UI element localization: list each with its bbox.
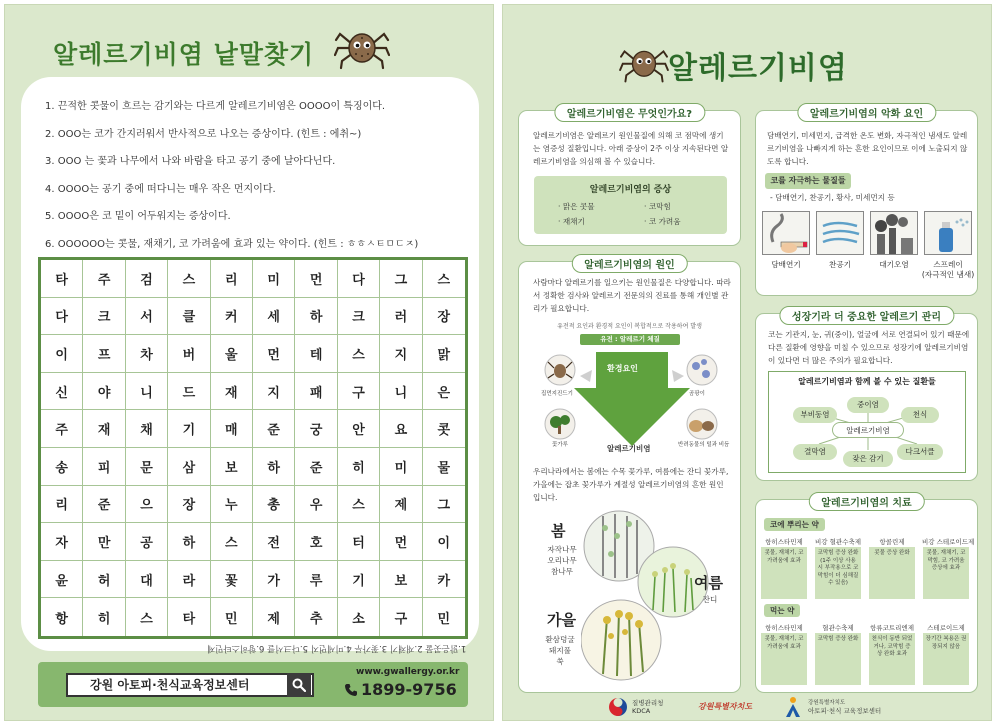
- grid-cell[interactable]: 크: [338, 298, 380, 336]
- grid-cell[interactable]: 호: [295, 523, 337, 561]
- grid-cell[interactable]: 라: [168, 561, 210, 599]
- grid-cell[interactable]: 서: [126, 298, 168, 336]
- grid-cell[interactable]: 보: [211, 448, 253, 486]
- drug-description: 콧물, 재채기, 코막힘, 코 가려움 증상에 효과: [923, 547, 969, 599]
- grid-cell[interactable]: 장: [168, 486, 210, 524]
- card-body: 사람마다 알레르기를 일으키는 원인물질은 다양합니다. 따라서 정확한 검사와 알레르기 전문의의 진료를 통해 개인별 관리가 필요합니다.: [533, 278, 731, 313]
- symptom-title: 알레르기비염의 증상: [589, 185, 672, 195]
- grid-cell[interactable]: 리: [211, 260, 253, 298]
- spring-plants: 자작나무 오리나무 참나무: [547, 545, 577, 576]
- grid-cell[interactable]: 하: [168, 523, 210, 561]
- grid-cell[interactable]: 크: [83, 298, 125, 336]
- grid-cell[interactable]: 커: [211, 298, 253, 336]
- irritant-name: 찬공기: [828, 260, 851, 269]
- grid-cell[interactable]: 먼: [295, 260, 337, 298]
- season-spring: 봄: [551, 522, 566, 540]
- grid-cell[interactable]: 야: [83, 373, 125, 411]
- grid-cell[interactable]: 리: [41, 486, 83, 524]
- cold-air-image: [816, 211, 864, 255]
- grid-cell[interactable]: 자: [41, 523, 83, 561]
- disease-node: 다크서클: [897, 444, 943, 460]
- grid-cell[interactable]: 세: [253, 298, 295, 336]
- season-summer: 여름: [694, 574, 723, 592]
- grid-cell[interactable]: 러: [380, 298, 422, 336]
- grid-cell[interactable]: 타: [168, 598, 210, 636]
- grid-cell[interactable]: 궁: [295, 410, 337, 448]
- grid-cell[interactable]: 물: [423, 448, 465, 486]
- grid-cell[interactable]: 하: [295, 298, 337, 336]
- grid-cell[interactable]: 그: [380, 260, 422, 298]
- kdca-name: 질병관리청: [632, 699, 664, 707]
- center-name: 강원 아토피·천식교육정보센터: [66, 673, 314, 697]
- grid-cell[interactable]: 패: [295, 373, 337, 411]
- grid-cell[interactable]: 송: [41, 448, 83, 486]
- phone-number[interactable]: 1899-9756: [361, 680, 457, 699]
- grid-cell[interactable]: 주: [41, 410, 83, 448]
- grid-cell[interactable]: 버: [168, 335, 210, 373]
- disease-node: 천식: [901, 407, 939, 423]
- card-header: 성장기라 더 중요한 알레르기 관리: [779, 306, 954, 325]
- irritant-list: - 담배연기, 찬공기, 황사, 미세먼지 등: [770, 193, 895, 202]
- grid-cell[interactable]: 다: [41, 298, 83, 336]
- drug-name: 스테로이드제: [927, 624, 965, 632]
- card-what-is: [518, 110, 741, 246]
- grid-cell[interactable]: 먼: [380, 523, 422, 561]
- grid-cell[interactable]: 공: [126, 523, 168, 561]
- disease-node: 중이염: [847, 397, 889, 413]
- symptom-item: · 재채기: [558, 217, 585, 226]
- grid-cell[interactable]: 루: [295, 561, 337, 599]
- drug-name: 비강 스테로이드제: [922, 538, 975, 546]
- symptom-item: · 코 가려움: [644, 217, 681, 226]
- irritant-name: 대기오염: [879, 260, 909, 269]
- grid-cell[interactable]: 은: [423, 373, 465, 411]
- grid-cell[interactable]: 민: [211, 598, 253, 636]
- grid-cell[interactable]: 준: [83, 486, 125, 524]
- symptom-item: · 코막힘: [644, 202, 671, 211]
- card-causes: [518, 261, 741, 693]
- grid-cell[interactable]: 신: [41, 373, 83, 411]
- drug-name: 항히스타민제: [765, 538, 803, 546]
- grid-cell[interactable]: 스: [338, 335, 380, 373]
- dust-mite-icon: [334, 20, 390, 72]
- phone-icon: [344, 683, 358, 697]
- grid-cell[interactable]: 미: [380, 448, 422, 486]
- info-page: [502, 4, 992, 721]
- grid-cell[interactable]: 스: [211, 523, 253, 561]
- grid-cell[interactable]: 니: [126, 373, 168, 411]
- gangwon-logo: [698, 695, 752, 719]
- question-item: 6. OOOOOO는 콧물, 재채기, 코 가려움에 효과 있는 약이다. (힌트 : ㅎㅎㅅㅌㅁㄷㅈ): [45, 238, 419, 250]
- grid-cell[interactable]: 히: [83, 598, 125, 636]
- grid-cell[interactable]: 하: [253, 448, 295, 486]
- grid-cell[interactable]: 미: [253, 260, 295, 298]
- grid-cell[interactable]: 콧: [423, 410, 465, 448]
- card-header: 알레르기비염의 악화 요인: [797, 103, 936, 122]
- drug-name: 항콜린제: [879, 538, 905, 546]
- grid-cell[interactable]: 이: [41, 335, 83, 373]
- environment-factor-label: 환경요인: [607, 364, 638, 373]
- grid-cell[interactable]: 총: [253, 486, 295, 524]
- grid-cell[interactable]: 니: [380, 373, 422, 411]
- grid-cell[interactable]: 허: [83, 561, 125, 599]
- main-title: 알레르기비염: [668, 51, 848, 86]
- oral-medicine-label: 먹는 약: [764, 604, 800, 617]
- season-autumn: 가을: [547, 611, 576, 629]
- grid-cell[interactable]: 다: [338, 260, 380, 298]
- irritant-label: 코를 자극하는 물질들: [765, 173, 851, 189]
- kdca-logo: [608, 695, 663, 719]
- grid-cell[interactable]: 추: [295, 598, 337, 636]
- center-title: 아토피·천식 교육정보센터: [808, 707, 882, 715]
- grid-cell[interactable]: 문: [126, 448, 168, 486]
- disease-node: 잦은 감기: [843, 451, 893, 467]
- grid-cell[interactable]: 우: [295, 486, 337, 524]
- question-item: 2. OOO는 코가 간지러워서 반사적으로 나오는 증상이다. (힌트 : 에취~): [45, 128, 362, 140]
- grid-cell[interactable]: 요: [380, 410, 422, 448]
- center-disease-node: 알레르기비염: [832, 422, 904, 438]
- result-label: 알레르기비염: [607, 444, 651, 453]
- question-list: [45, 93, 465, 258]
- grid-cell[interactable]: 소: [338, 598, 380, 636]
- grid-cell[interactable]: 매: [211, 410, 253, 448]
- card-header: 알레르기비염의 치료: [808, 492, 924, 511]
- center-region: 강원특별자치도: [808, 700, 846, 706]
- grid-cell[interactable]: 만: [83, 523, 125, 561]
- grid-cell[interactable]: 기: [168, 410, 210, 448]
- grid-cell[interactable]: 구: [338, 373, 380, 411]
- grid-cell[interactable]: 맑: [423, 335, 465, 373]
- gangwon-name: 강원특별자치도: [698, 702, 753, 711]
- allergen-label: 집먼지진드기: [541, 391, 573, 397]
- drug-description: 콧물 증상 완화: [869, 547, 915, 599]
- grid-cell[interactable]: 전: [253, 523, 295, 561]
- phone-row: [344, 680, 457, 699]
- symptom-item: · 맑은 콧물: [558, 202, 595, 211]
- kdca-emblem-icon: [608, 697, 628, 717]
- allergen-label: 반려동물의 털과 비듬: [678, 442, 730, 448]
- irritant-name: 담배연기: [771, 260, 801, 269]
- grid-cell[interactable]: 스: [423, 260, 465, 298]
- grid-cell[interactable]: 주: [83, 260, 125, 298]
- comorbidity-box: [768, 371, 966, 473]
- drug-description: 코막힘 증상 완화 (1주 이상 사용 시 부작용으로 코막힘이 더 심해질 수 있음): [815, 547, 861, 599]
- kdca-abbr: KDCA: [632, 707, 651, 715]
- drug-description: 콧물, 재채기, 코 가려움에 효과: [761, 547, 807, 599]
- grid-cell[interactable]: 터: [338, 523, 380, 561]
- grid-cell[interactable]: 이: [423, 523, 465, 561]
- grid-cell[interactable]: 윤: [41, 561, 83, 599]
- drug-name: 비강 혈관수축제: [814, 538, 862, 546]
- grid-cell[interactable]: 재: [211, 373, 253, 411]
- grid-cell[interactable]: 차: [126, 335, 168, 373]
- nasal-spray-label: 코에 뿌리는 약: [764, 518, 825, 531]
- card-body: 코는 기관지, 눈, 귀(중이), 얼굴에 서로 연결되어 있기 때문에 다른 질환에 영향을 미칠 수 있으므로 성장기에 알레르기비염이 있다면 더 많은 주의가 필요합니다.: [768, 330, 970, 365]
- genetic-factor-label: 유전 : 알레르기 체질: [580, 334, 680, 345]
- grid-cell[interactable]: 구: [380, 598, 422, 636]
- symptom-box: [534, 176, 727, 234]
- grid-cell[interactable]: 지: [380, 335, 422, 373]
- answer-key: 1.맑은콧물 2.재채기 3.꽃가루 4.미세먼지 5.다크서클 6.항히스타민제: [207, 643, 467, 653]
- disease-node: 결막염: [793, 444, 837, 460]
- grid-cell[interactable]: 으: [126, 486, 168, 524]
- center-logo: [783, 695, 881, 719]
- drug-description: 코막힘 증상 완화: [815, 633, 861, 685]
- card-management: [755, 313, 978, 481]
- grid-cell[interactable]: 가: [253, 561, 295, 599]
- grid-cell[interactable]: 클: [168, 298, 210, 336]
- grid-cell[interactable]: 지: [253, 373, 295, 411]
- grid-cell[interactable]: 꽃: [211, 561, 253, 599]
- card-header: 알레르기비염의 원인: [571, 254, 687, 273]
- question-item: 3. OOO 는 꽃과 나무에서 나와 바람을 타고 공기 중에 날아다닌다.: [45, 156, 336, 167]
- website-link[interactable]: www.gwallergy.or.kr: [356, 667, 460, 677]
- grid-cell[interactable]: 안: [338, 410, 380, 448]
- comorbidity-title: 알레르기비염과 함께 볼 수 있는 질환들: [798, 377, 936, 386]
- allergen-label: 곰팡이: [689, 391, 705, 397]
- question-item: 4. OOOO는 공기 중에 떠다니는 매우 작은 먼지이다.: [45, 183, 276, 195]
- card-body: 담배연기, 미세먼지, 급격한 온도 변화, 자극적인 냄새도 알레르기비염을 나빠지게 하는 흔한 요인이므로 이에 노출되지 않도록 합니다.: [767, 131, 968, 166]
- cigarette-smoke-image: [762, 211, 810, 255]
- card-worsening-factors: [755, 110, 978, 296]
- drug-description: 장기간 복용은 권장되지 않음: [923, 633, 969, 685]
- dust-mite-icon: [619, 39, 669, 85]
- card-body: 알레르기비염은 알레르기 원인물질에 의해 코 점막에 생기는 염증성 질환입니다. 아래 증상이 2주 이상 지속된다면 알레르기비염을 의심해 볼 수 있습니다.: [533, 131, 729, 166]
- summer-plants: 잔디: [702, 595, 718, 604]
- grid-cell[interactable]: 기: [338, 561, 380, 599]
- grid-cell[interactable]: 채: [126, 410, 168, 448]
- grid-cell[interactable]: 히: [338, 448, 380, 486]
- grid-cell[interactable]: 보: [380, 561, 422, 599]
- grid-cell[interactable]: 스: [126, 598, 168, 636]
- air-pollution-image: [870, 211, 918, 255]
- search-icon: [292, 678, 306, 692]
- grid-cell[interactable]: 그: [423, 486, 465, 524]
- season-intro: 우리나라에서는 봄에는 수목 꽃가루, 여름에는 잔디 꽃가루, 가을에는 잡초 꽃가루가 계절성 알레르기비염의 흔한 원인입니다.: [533, 467, 729, 502]
- drug-name: 혈관수축제: [822, 624, 854, 632]
- drug-description: 천식이 동반 되었거나, 코막힘 증상 완화 효과: [869, 633, 915, 685]
- grid-cell[interactable]: 장: [423, 298, 465, 336]
- grid-cell[interactable]: 준: [253, 410, 295, 448]
- word-search-page: [4, 4, 494, 721]
- spray-image: [924, 211, 972, 255]
- drug-description: 콧물, 재채기, 코 가려움에 효과: [761, 633, 807, 685]
- grid-cell[interactable]: 먼: [253, 335, 295, 373]
- grid-cell[interactable]: 카: [423, 561, 465, 599]
- grid-cell[interactable]: 재: [83, 410, 125, 448]
- question-item: 1. 끈적한 콧물이 흐르는 감기와는 다르게 알레르기비염은 OOOO이 특징이다.: [45, 101, 386, 112]
- grid-cell[interactable]: 누: [211, 486, 253, 524]
- autumn-plants: 환삼덩굴 돼지풀 쑥: [545, 635, 575, 666]
- center-emblem-icon: [783, 696, 803, 718]
- grid-cell[interactable]: 제: [253, 598, 295, 636]
- grid-cell[interactable]: 제: [380, 486, 422, 524]
- allergen-label: 꽃가루: [552, 442, 568, 448]
- diagram-subtitle: 유전적 요인과 환경적 요인이 복합적으로 작용하여 발생: [557, 323, 702, 330]
- grid-cell[interactable]: 프: [83, 335, 125, 373]
- grid-cell[interactable]: 테: [295, 335, 337, 373]
- drug-name: 항히스타민제: [765, 624, 803, 632]
- grid-cell[interactable]: 검: [126, 260, 168, 298]
- card-treatment: [755, 499, 978, 693]
- footer-bar: [38, 662, 468, 707]
- word-search-title: 알레르기비염 낱말찾기: [53, 40, 315, 69]
- card-header: 알레르기비염은 무엇인가요?: [554, 103, 705, 122]
- grid-cell[interactable]: 대: [126, 561, 168, 599]
- letter-grid: [41, 260, 465, 636]
- grid-cell[interactable]: 울: [211, 335, 253, 373]
- irritant-name: 스프레이 (자극적인 냄새): [921, 260, 975, 279]
- grid-cell[interactable]: 드: [168, 373, 210, 411]
- drug-name: 항류코트리엔제: [870, 624, 914, 632]
- question-item: 5. OOOO은 코 밑이 어두워지는 증상이다.: [45, 211, 231, 222]
- disease-node: 부비동염: [793, 407, 837, 423]
- grid-cell[interactable]: 항: [41, 598, 83, 636]
- grid-cell[interactable]: 스: [338, 486, 380, 524]
- grid-cell[interactable]: 타: [41, 260, 83, 298]
- search-button[interactable]: [287, 673, 311, 697]
- letter-grid-frame: [38, 257, 468, 639]
- grid-cell[interactable]: 피: [83, 448, 125, 486]
- grid-cell[interactable]: 스: [168, 260, 210, 298]
- grid-cell[interactable]: 삼: [168, 448, 210, 486]
- grid-cell[interactable]: 민: [437, 611, 451, 627]
- grid-cell[interactable]: 준: [295, 448, 337, 486]
